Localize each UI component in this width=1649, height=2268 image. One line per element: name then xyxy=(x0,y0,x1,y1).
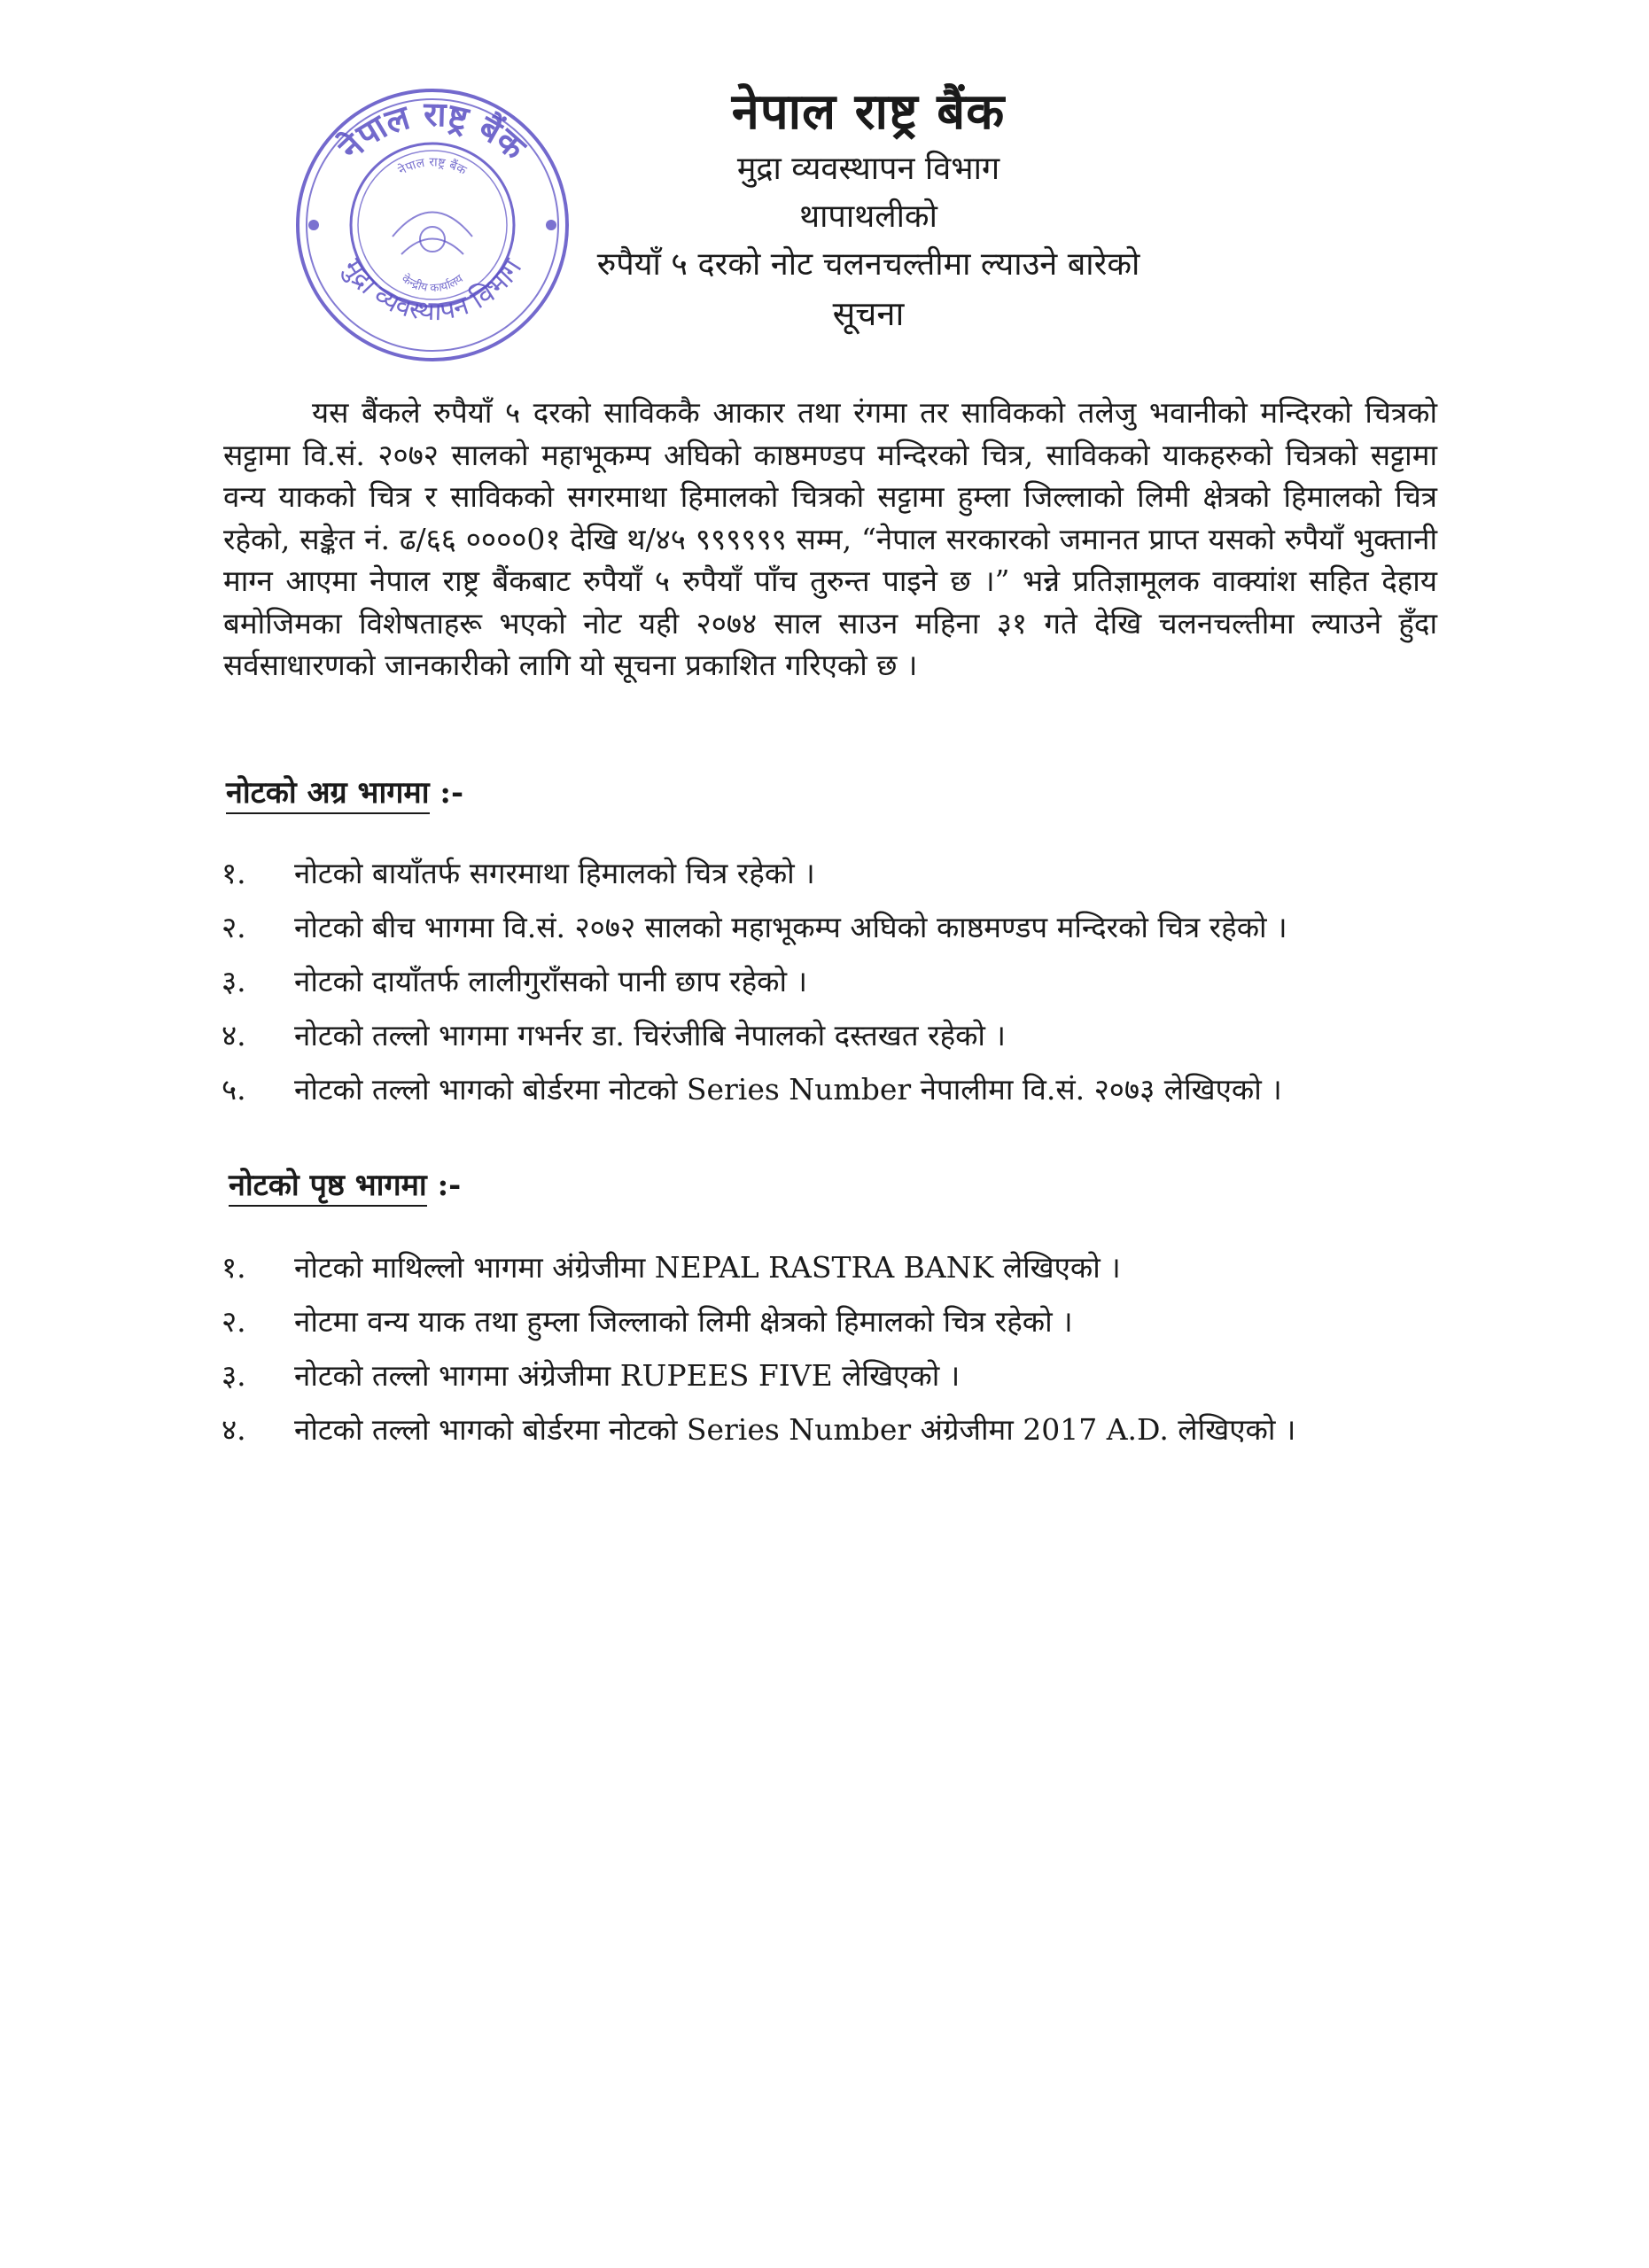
seal-outer-text: नेपाल राष्ट्र बैंक xyxy=(331,94,533,167)
front-heading-suffix: :- xyxy=(439,775,464,811)
list-item xyxy=(222,900,1506,954)
list-item-text: नोटमा वन्य याक तथा हुम्ला जिल्लाको लिमी क्षेत्रको हिमालको चित्र रहेको । xyxy=(294,1304,1073,1339)
list-item xyxy=(222,846,1506,900)
list-item-number: २. xyxy=(222,910,246,944)
list-item-number: २. xyxy=(222,1304,246,1339)
list-item xyxy=(222,1240,1506,1294)
back-heading-text: नोटको पृष्ठ भागमा xyxy=(229,1168,427,1207)
org-name: नेपाल राष्ट्र बैंक xyxy=(731,82,1006,141)
list-item-number: १. xyxy=(222,856,246,890)
list-item-number: ३. xyxy=(222,964,246,998)
list-item xyxy=(222,1294,1506,1348)
seal-inner-bottom-text: केन्द्रीय कार्यालय xyxy=(399,272,466,296)
department-name: मुद्रा व्यवस्थापन विभाग xyxy=(736,151,1000,187)
list-item xyxy=(222,1062,1506,1116)
back-section-heading xyxy=(229,1163,461,1204)
list-item-text: नोटको माथिल्लो भागमा अंग्रेजीमा NEPAL RASTRA BANK लेखिएको । xyxy=(294,1250,1121,1285)
list-item xyxy=(222,954,1506,1008)
seal-inner-top-text: नेपाल राष्ट्र बैंक xyxy=(396,155,469,178)
notice-subject: रुपैयाँ ५ दरको नोट चलनचल्तीमा ल्याउने बारेको xyxy=(596,246,1140,283)
front-features-list xyxy=(222,846,1506,1116)
list-item-text: नोटको दायाँतर्फ लालीगुराँसको पानी छाप रहेको । xyxy=(294,964,807,998)
notice-header xyxy=(443,78,1294,338)
back-heading-suffix: :- xyxy=(437,1168,462,1203)
list-item-number: ५. xyxy=(222,1072,246,1107)
list-item-number: ४. xyxy=(222,1412,246,1447)
list-item-number: ३. xyxy=(222,1358,246,1393)
notice-body-paragraph: यस बैंकले रुपैयाँ ५ दरको साविककै आकार तथा रंगमा तर साविकको तलेजु भवानीको मन्दिरको चित्रको सट्टामा वि.सं. २०७२ सालको महाभूकम्प अघिको काष्ठमण्डप मन्दिरको चित्र, साविकको याकहरुको चित्रको सट्टामा वन्य याकको चित्र र साविकको सगरमाथा हिमालको चित्रको सट्टामा हुम्ला जिल्लाको लिमी क्षेत्रको हिमालको चित्र रहेको, सङ्केत नं. ढ/६६ ००००0१ देखि थ/४५ ९९९९९९ सम्म, “नेपाल सरकारको जमानत प्राप्त यसको रुपैयाँ भुक्तानी माग्न आएमा नेपाल राष्ट्र बैंकबाट रुपैयाँ ५ रुपैयाँ पाँच तुरुन्त पाइने छ ।” भन्ने प्रतिज्ञामूलक वाक्यांश सहित देहाय बमोजिमका विशेषताहरू भएको नोट यही २०७४ साल साउन महिना ३१ गते देखि चलनचल्तीमा ल्याउने हुँदा सर्वसाधारणको जानकारीको लागि यो सूचना प्रकाशित गरिएको छ । xyxy=(223,395,1437,682)
list-item-number: १. xyxy=(222,1250,246,1285)
list-item-text: नोटको तल्लो भागको बोर्डरमा नोटको Series Number नेपालीमा वि.सं. २०७३ लेखिएको । xyxy=(294,1072,1282,1107)
list-item-text: नोटको तल्लो भागको बोर्डरमा नोटको Series Number अंग्रेजीमा 2017 A.D. लेखिएको । xyxy=(294,1412,1296,1447)
list-item-number: ४. xyxy=(222,1018,246,1052)
list-item-text: नोटको तल्लो भागमा अंग्रेजीमा RUPEES FIVE लेखिएको । xyxy=(294,1358,961,1393)
list-item xyxy=(222,1348,1506,1402)
list-item xyxy=(222,1402,1506,1456)
list-item-text: नोटको बायाँतर्फ सगरमाथा हिमालको चित्र रहेको । xyxy=(294,856,815,890)
list-item-text: नोटको बीच भागमा वि.सं. २०७२ सालको महाभूकम्प अघिको काष्ठमण्डप मन्दिरको चित्र रहेको । xyxy=(294,910,1287,944)
seal-bottom-text: मुद्रा व्यवस्थापन विभाग xyxy=(336,253,529,328)
office-location: थापाथलीको xyxy=(799,198,937,235)
back-features-list xyxy=(222,1240,1506,1456)
front-section-heading xyxy=(226,771,463,812)
list-item-text: नोटको तल्लो भागमा गभर्नर डा. चिरंजीबि नेपालको दस्तखत रहेको । xyxy=(294,1018,1006,1052)
front-heading-text: नोटको अग्र भागमा xyxy=(226,775,430,814)
list-item xyxy=(222,1008,1506,1062)
notice-title: सूचना xyxy=(832,294,905,333)
